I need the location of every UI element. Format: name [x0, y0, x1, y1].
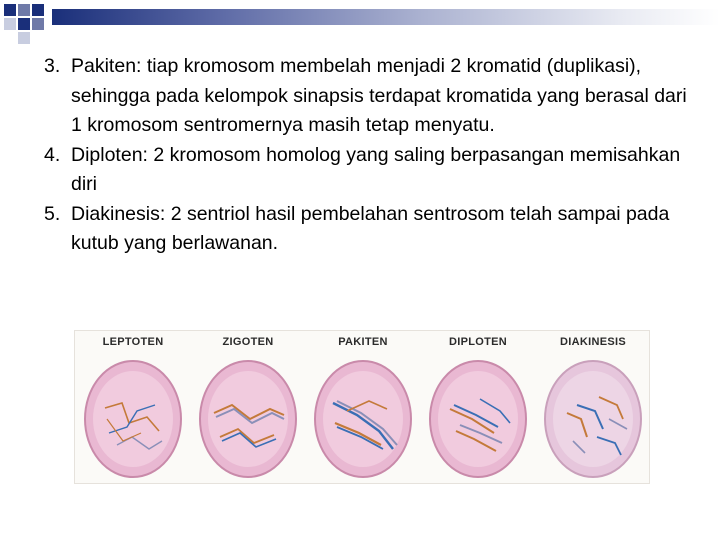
decorative-square [4, 4, 16, 16]
stage-panel-leptoten [77, 331, 189, 483]
meiosis-prophase-figure [74, 330, 650, 484]
list-item [44, 52, 694, 141]
stage-label: DIAKINESIS [560, 336, 626, 348]
numbered-list [44, 52, 694, 259]
cell-illustration [192, 353, 304, 481]
list-number: 4. [44, 143, 61, 166]
stage-label: LEPTOTEN [102, 336, 164, 348]
decorative-square [4, 18, 16, 30]
list-number: 3. [44, 55, 61, 77]
cell-illustration [537, 353, 649, 481]
decorative-square [32, 18, 44, 30]
header-gradient-bar [52, 9, 720, 25]
list-text: Diploten: 2 kromosom homolog yang saling berpasangan memisahkan diri [71, 143, 681, 195]
list-item [44, 200, 694, 259]
stage-panel-zigoten [192, 331, 304, 483]
list-number: 5. [44, 202, 61, 225]
decorative-square [18, 32, 30, 44]
stage-label: PAKITEN [338, 336, 388, 348]
stage-panel-diakinesis [537, 331, 649, 483]
list-text: Pakiten: tiap kromosom membelah menjadi 2 kromatid (duplikasi), sehingga pada kelompok sinapsis terdapat kromatida yang berasal dari 1 kromosom sentromernya masih tetap menyatu. [71, 55, 687, 136]
stage-label: ZIGOTEN [222, 336, 274, 348]
stage-panel-diploten [422, 331, 534, 483]
list-text: Diakinesis: 2 sentriol hasil pembelahan sentrosom telah sampai pada kutub yang berlawanan. [71, 202, 670, 254]
stage-panel-pakiten [307, 331, 419, 483]
decorative-square [18, 18, 30, 30]
list-item [44, 141, 694, 200]
cell-illustration [422, 353, 534, 481]
decorative-square [18, 4, 30, 16]
stage-label: DIPLOTEN [448, 336, 507, 348]
slide-header-decoration [0, 0, 720, 48]
cell-illustration [77, 353, 189, 481]
decorative-square [32, 4, 44, 16]
cell-illustration [307, 353, 419, 481]
